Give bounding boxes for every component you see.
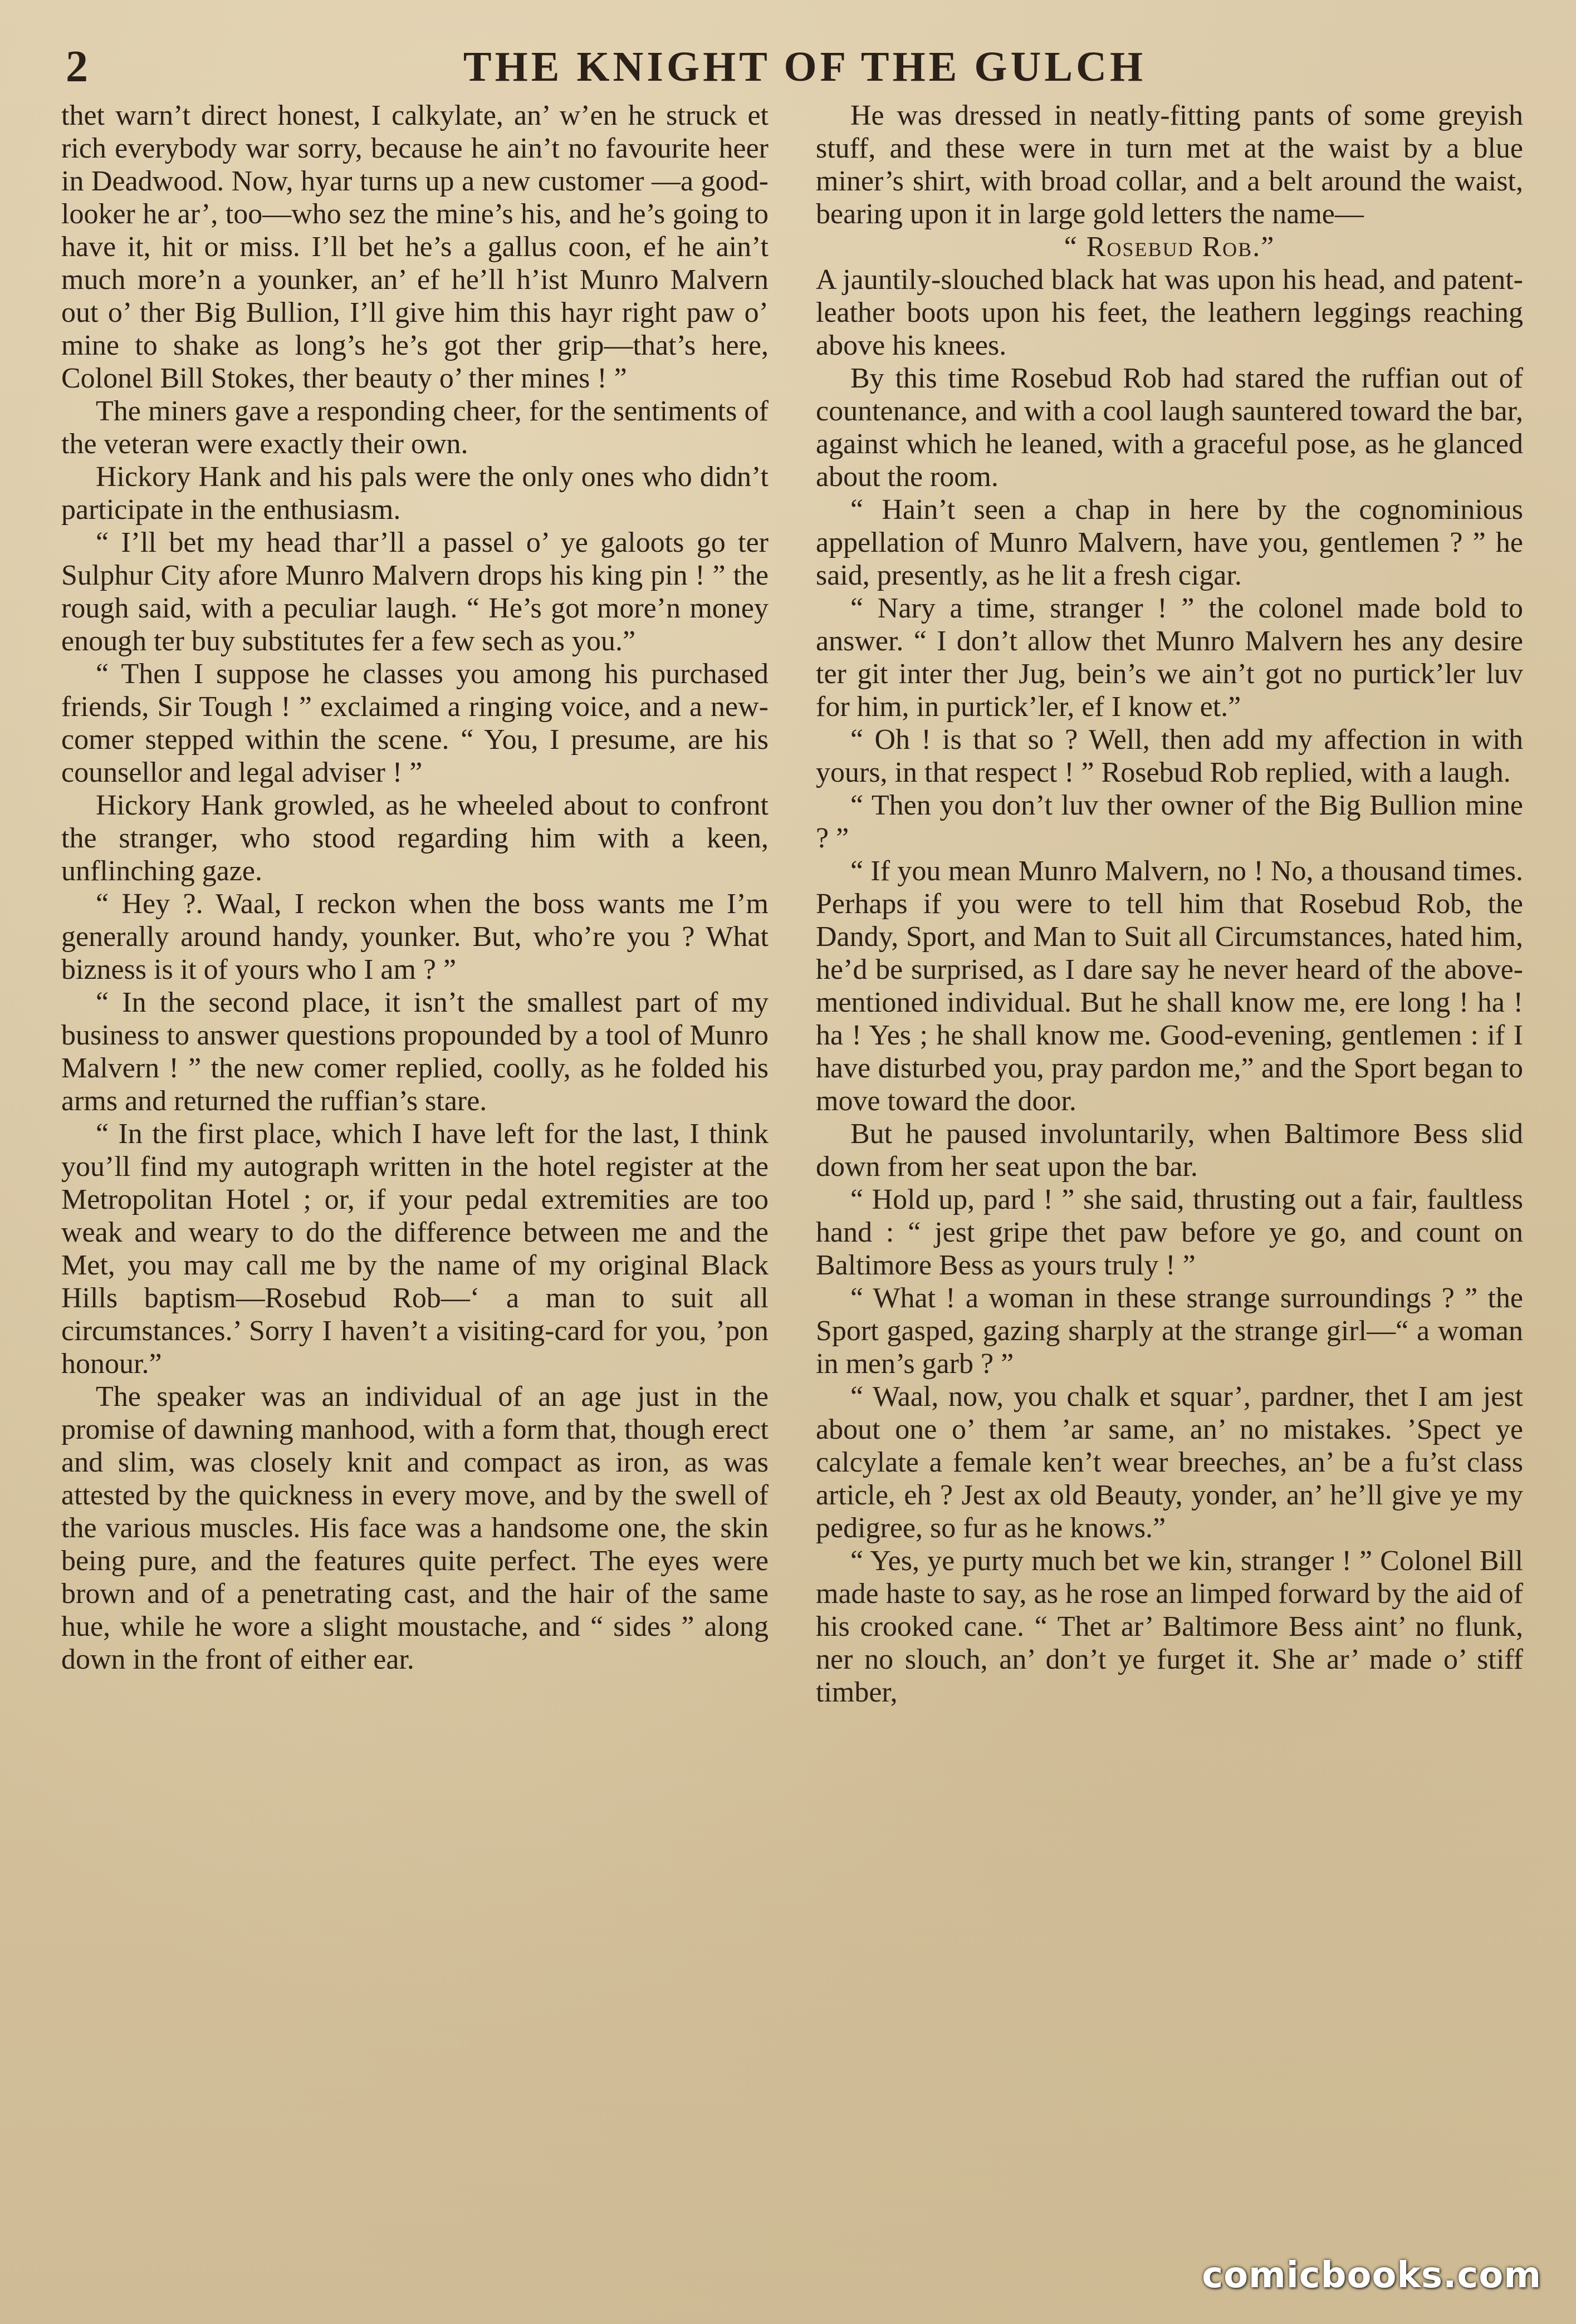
- paragraph: “ Rosebud Rob.”: [1064, 231, 1275, 263]
- paragraph: The speaker was an individual of an age just in the promise of dawning manhood, with a form that, though erect and slim, was closely knit and compact as iron, as was attested by the quickness in every move, and by the swell of the various muscles. His face was a handsome one, the skin being pure, and the features quite perfect. The eyes were brown and of a penetrating cast, and the hair of the same hue, while he wore a slight moustache, and “ sides ” along down in the front of either ear.: [61, 1381, 769, 1675]
- page-number: 2: [66, 42, 89, 91]
- paragraph: “ In the second place, it isn’t the smallest part of my business to answer questions propounded by a tool of Munro Malvern ! ” the new comer replied, coolly, as he folded his arms and returned the ruffian’s stare.: [61, 987, 769, 1117]
- paragraph: “ In the first place, which I have left for the last, I think you’ll find my autograph written in the hotel register at the Metropolitan Hotel ; or, if your pedal extremities are too weak and weary to do the difference between me and the Met, you may call me by the name of my original Black Hills baptism—Rosebud Rob—‘ a man to suit all circumstances.’ Sorry I haven’t a visiting-card for you, ’pon honour.”: [61, 1118, 769, 1380]
- paragraph: “ I’ll bet my head thar’ll a passel o’ ye galoots go ter Sulphur City afore Munro Malvern drops his king pin ! ” the rough said, with a peculiar laugh. “ He’s got more’n money enough ter buy substitutes fer a few sech as you.”: [61, 527, 769, 657]
- paragraph: Hickory Hank growled, as he wheeled about to confront the stranger, who stood regarding him with a keen, unflinching gaze.: [61, 790, 769, 887]
- paragraph: A jauntily-slouched black hat was upon his head, and patent-leather boots upon his feet, the leathern leggings reaching above his knees.: [816, 264, 1523, 361]
- paragraph: “ Hey ?. Waal, I reckon when the boss wants me I’m generally around handy, younker. But, who’re you ? What bizness is it of yours who I am ? ”: [61, 888, 769, 986]
- page-header: [0, 39, 1576, 95]
- paragraph: “ Hold up, pard ! ” she said, thrusting out a fair, faultless hand : “ jest gripe thet paw before ye go, and count on Baltimore Bess as yours truly ! ”: [816, 1184, 1523, 1281]
- paragraph: “ Yes, ye purty much bet we kin, stranger ! ” Colonel Bill made haste to say, as he rose an limped forward by the aid of his crooked cane. “ Thet ar’ Baltimore Bess aint’ no flunk, ner no slouch, an’ don’t ye furget it. She ar’ made o’ stiff timber,: [816, 1545, 1523, 1708]
- paragraph: “ Oh ! is that so ? Well, then add my affection in with yours, in that respect ! ” Rosebud Rob replied, with a laugh.: [816, 724, 1523, 788]
- left-text-column: [61, 99, 769, 2215]
- site-watermark: comicbooks.com: [1202, 2255, 1541, 2296]
- paragraph: “ Then I suppose he classes you among his purchased friends, Sir Tough ! ” exclaimed a ringing voice, and a new-comer stepped within the scene. “ You, I presume, are his counsellor and legal adviser ! ”: [61, 658, 769, 788]
- paragraph: “ Waal, now, you chalk et squar’, pardner, thet I am jest about one o’ them ’ar same, an’ no mistakes. ’Spect ye calcylate a female ken’t wear breeches, an’ be a fu’st class article, eh ? Jest ax old Beauty, yonder, an’ he’ll give ye my pedigree, so fur as he knows.”: [816, 1381, 1523, 1544]
- running-title: THE KNIGHT OF THE GULCH: [463, 43, 1147, 90]
- paragraph: “ Then you don’t luv ther owner of the Big Bullion mine ? ”: [816, 790, 1523, 854]
- paragraph: “ Hain’t seen a chap in here by the cognominious appellation of Munro Malvern, have you, gentlemen ? ” he said, presently, as he lit a fresh cigar.: [816, 494, 1523, 591]
- paragraph: “ If you mean Munro Malvern, no ! No, a thousand times. Perhaps if you were to tell him that Rosebud Rob, the Dandy, Sport, and Man to Suit all Circumstances, hated him, he’d be surprised, as I dare say he never heard of the above-mentioned individual. But he shall know me, ere long ! ha ! ha ! Yes ; he shall know me. Good-evening, gentlemen : if I have disturbed you, pray pardon me,” and the Sport began to move toward the door.: [816, 855, 1523, 1117]
- paragraph: He was dressed in neatly-fitting pants of some greyish stuff, and these were in turn met at the waist by a blue miner’s shirt, with broad collar, and a belt around the waist, bearing upon it in large gold letters the name—: [816, 100, 1523, 230]
- paragraph: thet warn’t direct honest, I calkylate, an’ w’en he struck et rich everybody war sorry, because he ain’t no favourite heer in Deadwood. Now, hyar turns up a new customer —a good-looker he ar’, too—who sez the mine’s his, and he’s going to have it, hit or miss. I’ll bet he’s a gallus coon, ef he ain’t much more’n a younker, an’ ef he’ll h’ist Munro Malvern out o’ ther Big Bullion, I’ll give him this hayr right paw o’ mine to shake as long’s he’s got ther grip—that’s here, Colonel Bill Stokes, ther beauty o’ ther mines ! ”: [61, 100, 769, 394]
- paragraph: Hickory Hank and his pals were the only ones who didn’t participate in the enthusiasm.: [61, 461, 769, 526]
- right-text-column: [816, 99, 1523, 2215]
- paragraph: But he paused involuntarily, when Baltimore Bess slid down from her seat upon the bar.: [816, 1118, 1523, 1183]
- paragraph: “ Nary a time, stranger ! ” the colonel made bold to answer. “ I don’t allow thet Munro Malvern hes any desire ter git inter ther Jug, bein’s we ain’t got no purtick’ler luv for him, in purtick’ler, ef I know et.”: [816, 592, 1523, 723]
- paragraph: By this time Rosebud Rob had stared the ruffian out of countenance, and with a cool laugh sauntered toward the bar, against which he leaned, with a graceful pose, as he glanced about the room.: [816, 362, 1523, 493]
- paragraph: “ What ! a woman in these strange surroundings ? ” the Sport gasped, gazing sharply at the strange girl—“ a woman in men’s garb ? ”: [816, 1282, 1523, 1380]
- paragraph: The miners gave a responding cheer, for the sentiments of the veteran were exactly their own.: [61, 395, 769, 460]
